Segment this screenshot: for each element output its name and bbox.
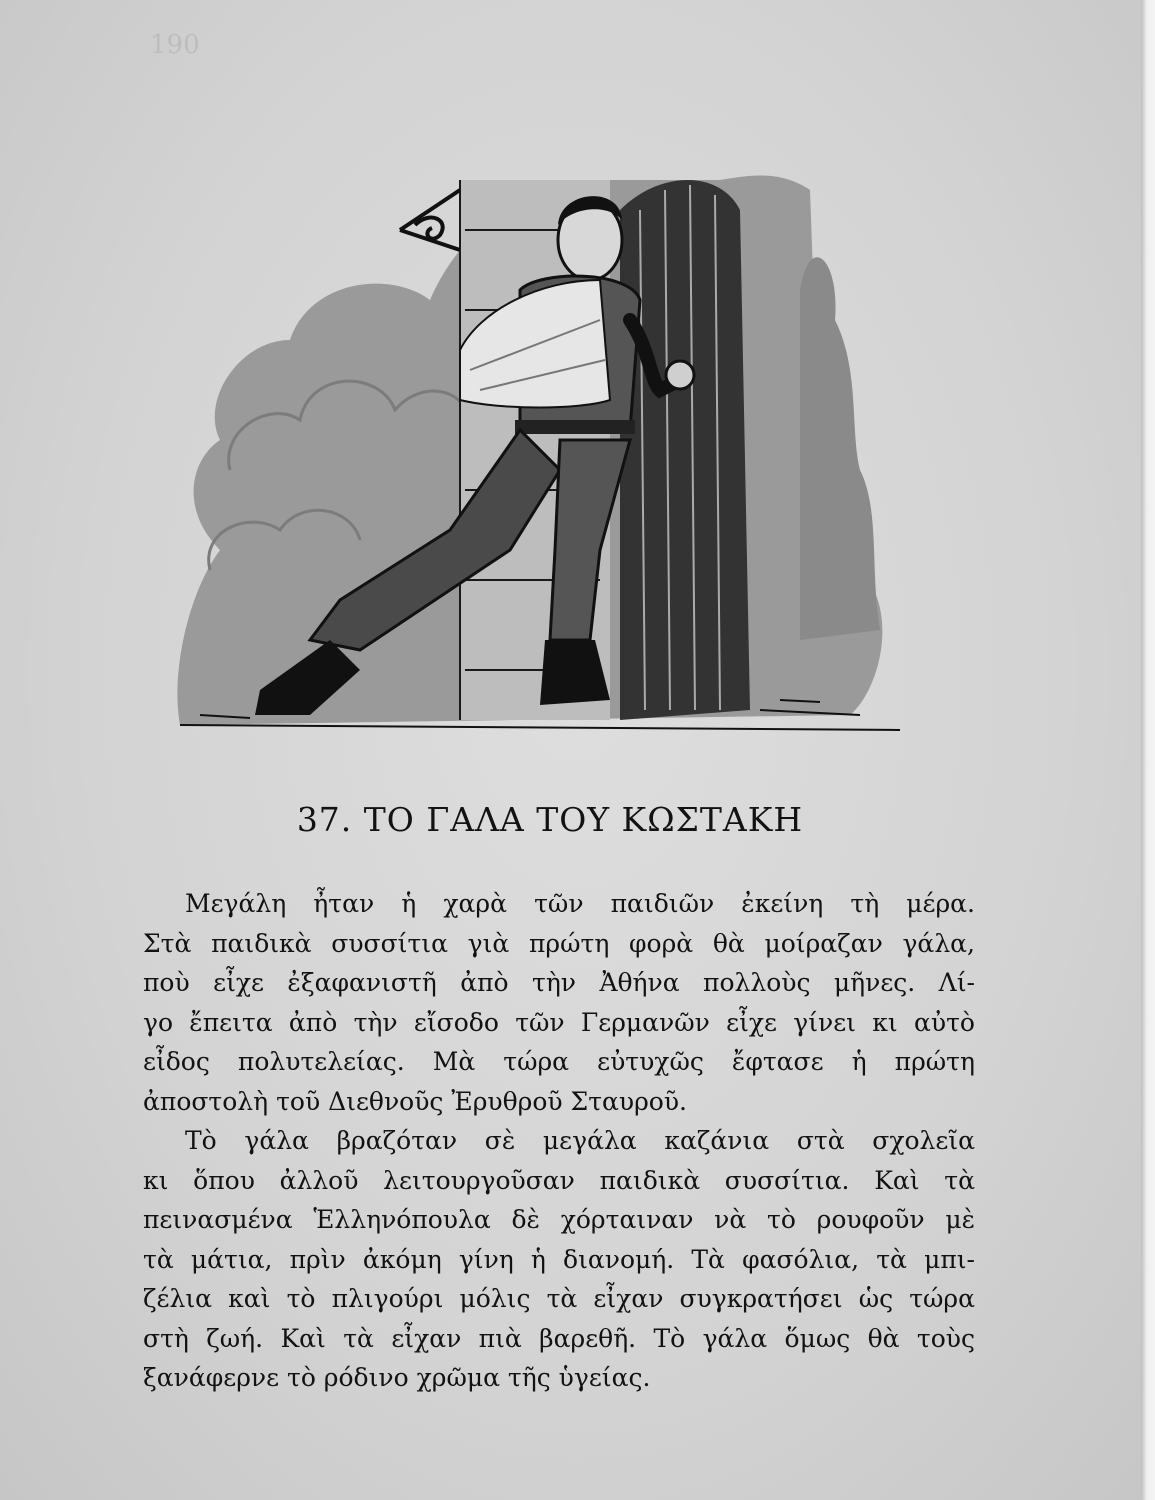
soldier-with-sling-icon — [160, 170, 920, 750]
text-line: γο ἔπειτα ἀπὸ τὴν εἴσοδο τῶν Γερμανῶν εἶχε γίνει κι αὐτὸ — [143, 1007, 975, 1037]
text-line: Τὸ γάλα βραζόταν σὲ μεγάλα καζάνια στὰ σχολεῖα — [185, 1126, 975, 1155]
chapter-title: 37. ΤΟ ΓΑΛΑ ΤΟΥ ΚΩΣΤΑΚΗ — [296, 800, 804, 839]
text-line: τὰ μάτια, πρὶν ἀκόμη γίνη ἡ διανομή. Τὰ φασόλια, τὰ μπι- — [143, 1244, 975, 1274]
text-line: στὴ ζωή. Καὶ τὰ εἶχαν πιὰ βαρεθῆ. Τὸ γάλα ὅμως θὰ τοὺς — [143, 1323, 975, 1353]
page-edge — [1141, 0, 1155, 1500]
text-line: εἶδος πολυτελείας. Μὰ τώρα εὐτυχῶς ἔφτασε ἡ πρώτη — [143, 1047, 975, 1076]
text-line: ἀποστολὴ τοῦ Διεθνοῦς Ἐρυθροῦ Σταυροῦ. — [143, 1086, 688, 1116]
paragraph — [143, 884, 975, 1121]
page-number: 190 — [150, 30, 200, 60]
text-line: Μεγάλη ἦταν ἡ χαρὰ τῶν παιδιῶν ἐκείνη τὴ μέρα. — [185, 889, 975, 918]
text-line: πεινασμένα Ἑλληνόπουλα δὲ χόρταιναν νὰ τὸ ρουφοῦν μὲ — [143, 1205, 975, 1234]
text-line: κι ὅπου ἀλλοῦ λειτουργοῦσαν παιδικὰ συσσίτια. Καὶ τὰ — [143, 1165, 975, 1195]
text-line: ξανάφερνε τὸ ρόδινο χρῶμα τῆς ὑγείας. — [143, 1363, 651, 1392]
text-line: Στὰ παιδικὰ συσσίτια γιὰ πρώτη φορὰ θὰ μοίραζαν γάλα, — [143, 928, 975, 958]
text-line: ζέλια καὶ τὸ πλιγούρι μόλις τὰ εἶχαν συγκρατήσει ὡς τώρα — [143, 1284, 975, 1313]
paragraph — [143, 1121, 975, 1398]
chapter-body — [143, 884, 975, 1398]
text-line: ποὺ εἶχε ἐξαφανιστῆ ἀπὸ τὴν Ἀθήνα πολλοὺς μῆνες. Λί- — [143, 968, 975, 997]
